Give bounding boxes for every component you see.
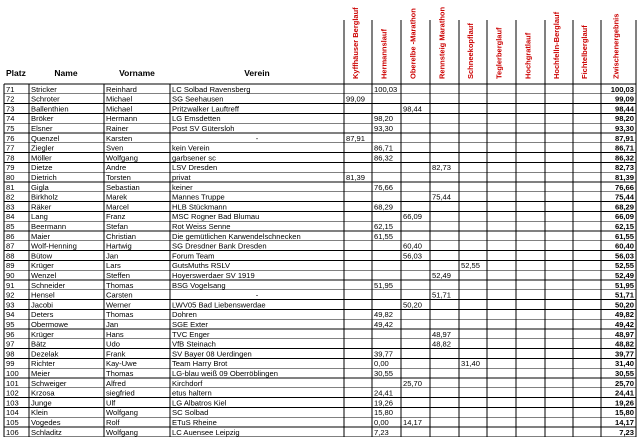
cell-platz: 92 [6, 290, 15, 300]
cell-vorname: Frank [106, 349, 126, 359]
header-race-2: Hermannslauf [379, 28, 389, 79]
table-row [6, 349, 634, 358]
cell-total: 61,55 [614, 231, 634, 241]
cell-total: 68,29 [614, 202, 634, 212]
cell-vorname: Reinhard [106, 84, 137, 94]
cell-name: Dietze [31, 163, 53, 173]
cell-total: 100,03 [610, 84, 634, 94]
table-row [6, 398, 634, 407]
cell-vorname: Andre [106, 163, 127, 173]
header-race-6: Teglerberglauf [494, 27, 504, 79]
cell-verein: MSC Rogner Bad Blumau [172, 212, 260, 222]
cell-total: 98,20 [614, 114, 634, 124]
cell-verein: Mannes Truppe [172, 192, 225, 202]
table-row [6, 173, 634, 182]
cell-platz: 78 [6, 153, 15, 163]
cell-name: Obermowe [31, 320, 69, 329]
header-race-7: Hochgratlauf [523, 32, 533, 79]
cell-platz: 79 [6, 163, 15, 173]
cell-name: Elsner [31, 124, 53, 133]
cell-total: 50,20 [614, 300, 634, 310]
cell-platz: 105 [6, 418, 19, 427]
table-row [6, 202, 634, 211]
cell-verein: Forum Team [172, 251, 215, 261]
table-row [6, 95, 634, 104]
cell-platz: 77 [6, 143, 15, 153]
cell-race-4: 48,82 [432, 339, 452, 349]
table-row [6, 428, 634, 437]
cell-vorname: siegfried [106, 388, 135, 398]
cell-vorname: Thomas [106, 280, 134, 290]
cell-race-3: 66,09 [403, 212, 423, 222]
cell-race-3: 98,44 [403, 104, 423, 114]
table-row [6, 330, 634, 339]
cell-name: Bätz [31, 339, 47, 349]
cell-vorname: Werner [106, 300, 131, 310]
cell-total: 81,39 [614, 173, 634, 182]
cell-race-2: 62,15 [374, 222, 394, 231]
cell-name: Schladitz [31, 427, 62, 437]
cell-name: Gigla [31, 182, 49, 192]
cell-platz: 75 [6, 124, 15, 133]
header-race-10: Zwischenergebnis [611, 13, 621, 79]
cell-verein: Kirchdorf [172, 378, 203, 388]
cell-total: 24,41 [614, 388, 634, 398]
cell-platz: 71 [6, 84, 15, 94]
table-row [6, 418, 634, 427]
cell-name: Junge [31, 398, 52, 408]
cell-vorname: Carsten [106, 290, 133, 300]
cell-verein: Hoyerswerdaer SV 1919 [172, 271, 255, 280]
cell-verein: BSG Vogelsang [172, 280, 226, 290]
cell-race-4: 52,49 [432, 271, 452, 280]
header-race-9: Fichtelberglauf [580, 25, 589, 79]
cell-vorname: Wolfgang [106, 408, 138, 418]
table-row [6, 85, 634, 94]
cell-total: 87,91 [614, 133, 634, 143]
cell-name: Krüger [31, 329, 54, 339]
cell-platz: 96 [6, 329, 15, 339]
table-row [6, 134, 635, 143]
cell-vorname: Marek [106, 192, 128, 202]
cell-platz: 87 [6, 241, 15, 251]
table-row [6, 153, 634, 162]
cell-vorname: Lars [106, 261, 121, 271]
cell-total: 76,66 [614, 182, 634, 192]
header-name: Name [54, 68, 78, 78]
cell-total: 86,32 [614, 153, 634, 163]
cell-race-2: 30,55 [374, 369, 394, 378]
cell-total: 86,71 [614, 143, 634, 153]
cell-name: Möller [31, 153, 52, 163]
header-race-3: Oberelbe -Marathon [408, 8, 418, 79]
cell-name: Ziegler [31, 143, 55, 153]
cell-platz: 93 [6, 300, 15, 310]
cell-name: Deters [31, 310, 54, 320]
cell-platz: 80 [6, 173, 15, 182]
cell-race-4: 48,97 [432, 329, 452, 339]
cell-race-3: 60,40 [403, 241, 423, 251]
cell-name: Räker [31, 202, 52, 212]
table-row [6, 193, 635, 202]
cell-verein: VfB Steinach [172, 339, 216, 349]
cell-platz: 91 [6, 280, 15, 290]
cell-race-2: 98,20 [374, 114, 394, 124]
cell-vorname: Franz [106, 212, 126, 222]
cell-vorname: Karsten [106, 133, 133, 143]
table-row [6, 340, 634, 349]
cell-platz: 104 [6, 408, 19, 418]
cell-verein: keiner [172, 182, 193, 192]
cell-name: Lang [31, 212, 48, 222]
table-row [6, 369, 635, 378]
cell-total: 39,77 [614, 349, 634, 359]
cell-name: Schweiger [31, 378, 67, 388]
cell-vorname: Thomas [106, 369, 134, 378]
cell-race-3: 56,03 [403, 251, 423, 261]
cell-verein: LSV Dresden [172, 163, 218, 173]
cell-total: 60,40 [614, 241, 634, 251]
cell-race-5: 52,55 [461, 261, 481, 271]
cell-race-2: 0,00 [374, 359, 389, 369]
cell-platz: 103 [6, 398, 19, 408]
cell-name: Wenzel [31, 271, 57, 280]
cell-total: 48,82 [614, 339, 634, 349]
header-race-1: Kyffhäuser Berglauf [351, 7, 360, 79]
cell-race-2: 51,95 [374, 280, 394, 290]
cell-platz: 97 [6, 339, 15, 349]
cell-vorname: Udo [106, 339, 120, 349]
header-race-5: Schneekopflauf [466, 23, 475, 79]
cell-total: 52,55 [614, 261, 634, 271]
cell-race-2: 49,42 [374, 320, 394, 329]
table-row [6, 242, 634, 251]
cell-vorname: Michael [106, 94, 133, 104]
cell-name: Bröker [31, 114, 54, 124]
cell-platz: 89 [6, 261, 15, 271]
cell-name: Stricker [31, 84, 57, 94]
cell-verein: - [255, 290, 259, 300]
cell-platz: 99 [6, 359, 15, 369]
cell-platz: 88 [6, 251, 15, 261]
cell-verein: SG Seehausen [172, 94, 224, 104]
cell-race-2: 86,71 [374, 143, 394, 153]
cell-name: Meier [31, 369, 50, 378]
cell-verein: privat [172, 173, 191, 182]
cell-verein: Pritzwalker Lauftreff [172, 104, 239, 114]
cell-name: Birkholz [31, 192, 59, 202]
cell-total: 62,15 [614, 222, 634, 231]
cell-verein: LC Auensee Leipzig [172, 427, 240, 437]
cell-race-4: 51,71 [432, 290, 452, 300]
cell-race-2: 93,30 [374, 124, 394, 133]
cell-name: Bütow [31, 251, 53, 261]
table-row [6, 163, 634, 172]
table-row [6, 144, 635, 153]
cell-name: Wolf-Henning [31, 241, 77, 251]
cell-vorname: Alfred [106, 378, 126, 388]
cell-vorname: Michael [106, 104, 133, 114]
header-platz: Platz [6, 68, 26, 78]
cell-name: Vogedes [31, 418, 61, 427]
cell-verein: LWV05 Bad Liebenswerdae [172, 300, 266, 310]
cell-verein: LC Solbad Ravensberg [172, 84, 251, 94]
table-row [6, 183, 634, 192]
cell-verein: Post SV Gütersloh [172, 124, 235, 133]
cell-name: Krüger [31, 261, 54, 271]
cell-race-5: 31,40 [461, 359, 481, 369]
table-row [6, 212, 634, 221]
cell-vorname: Rainer [106, 124, 129, 133]
cell-platz: 102 [6, 388, 19, 398]
cell-verein: etus haltern [172, 388, 212, 398]
cell-race-2: 19,26 [374, 398, 394, 408]
cell-vorname: Steffen [106, 271, 130, 280]
cell-total: 14,17 [614, 418, 634, 427]
cell-total: 15,80 [614, 408, 634, 418]
table-row [6, 124, 634, 133]
cell-verein: ETuS Rheine [172, 418, 217, 427]
cell-verein: SV Bayer 08 Uerdingen [172, 349, 252, 359]
cell-race-4: 75,44 [432, 192, 452, 202]
cell-platz: 72 [6, 94, 15, 104]
cell-verein: LG Emsdetten [172, 114, 221, 124]
cell-total: 93,30 [614, 124, 634, 133]
cell-name: Quenzel [31, 133, 60, 143]
cell-vorname: Torsten [106, 173, 131, 182]
cell-vorname: Marcel [106, 202, 129, 212]
cell-platz: 73 [6, 104, 15, 114]
cell-total: 19,26 [614, 398, 634, 408]
cell-platz: 100 [6, 369, 19, 378]
cell-race-1: 99,09 [346, 94, 366, 104]
cell-total: 48,97 [614, 329, 634, 339]
table-row [6, 114, 634, 123]
cell-vorname: Jan [106, 251, 119, 261]
cell-name: Hensel [31, 290, 55, 300]
cell-verein: TVC Enger [172, 329, 210, 339]
cell-total: 31,40 [614, 359, 634, 369]
table-row [6, 300, 634, 309]
cell-verein: garbsener sc [172, 153, 216, 163]
cell-name: Maier [31, 231, 50, 241]
header-vorname: Vorname [119, 68, 155, 78]
cell-verein: Team Harry Brot [172, 359, 228, 369]
table-row [6, 222, 635, 231]
cell-race-2: 24,41 [374, 388, 394, 398]
table-row [6, 320, 634, 329]
cell-verein: Dohren [172, 310, 197, 320]
header-race-4: Rennsteig Marathon [437, 6, 447, 79]
cell-vorname: Wolfgang [106, 427, 138, 437]
cell-platz: 98 [6, 349, 15, 359]
cell-race-2: 49,82 [374, 310, 394, 320]
cell-name: Beermann [31, 222, 67, 231]
cell-total: 49,42 [614, 320, 634, 329]
cell-vorname: Hartwig [106, 241, 132, 251]
cell-name: Schneider [31, 280, 66, 290]
cell-platz: 81 [6, 182, 15, 192]
table-row [6, 389, 635, 398]
cell-platz: 74 [6, 114, 15, 124]
cell-race-4: 82,73 [432, 163, 452, 173]
cell-race-2: 7,23 [374, 427, 389, 437]
table-row [6, 379, 634, 388]
cell-total: 56,03 [614, 251, 634, 261]
table-row [6, 251, 634, 260]
cell-platz: 94 [6, 310, 15, 320]
table-row [6, 281, 635, 290]
cell-race-2: 86,32 [374, 153, 394, 163]
table-row [6, 261, 635, 270]
table-row [6, 408, 634, 417]
cell-total: 51,95 [614, 280, 634, 290]
table-row [6, 232, 635, 241]
table-row [6, 310, 634, 319]
cell-vorname: Hans [106, 329, 124, 339]
cell-verein: HLB Stückmann [172, 202, 227, 212]
cell-vorname: Jan [106, 320, 119, 329]
cell-vorname: Kay-Uwe [106, 359, 137, 369]
cell-race-3: 14,17 [403, 418, 423, 427]
table-row [6, 271, 634, 280]
cell-name: Richter [31, 359, 56, 369]
cell-verein: SGE Exter [172, 320, 208, 329]
header-race-8: Hochfelln-Berglauf [552, 11, 561, 79]
cell-name: Dietrich [31, 173, 57, 182]
cell-vorname: Thomas [106, 310, 134, 320]
cell-total: 82,73 [614, 163, 634, 173]
cell-race-2: 15,80 [374, 408, 394, 418]
cell-vorname: Sebastian [106, 182, 140, 192]
cell-total: 52,49 [614, 271, 634, 280]
table-row [6, 291, 635, 300]
cell-name: Klein [31, 408, 48, 418]
cell-total: 75,44 [614, 192, 634, 202]
cell-vorname: Wolfgang [106, 153, 138, 163]
cell-verein: GutsMuths RSLV [172, 261, 231, 271]
cell-total: 51,71 [614, 290, 634, 300]
cell-verein: kein Verein [172, 143, 210, 153]
cell-name: Jacobi [31, 300, 53, 310]
cell-race-2: 0,00 [374, 418, 389, 427]
cell-race-1: 87,91 [346, 133, 366, 143]
cell-verein: Die gemütlichen Karwendelschnecken [172, 231, 301, 241]
cell-verein: - [255, 133, 259, 143]
cell-platz: 84 [6, 212, 15, 222]
cell-vorname: Sven [106, 143, 124, 153]
cell-race-2: 39,77 [374, 349, 394, 359]
cell-vorname: Stefan [106, 222, 128, 231]
grid-lines [4, 20, 636, 437]
header-verein: Verein [244, 68, 270, 78]
cell-name: Krzosa [31, 388, 55, 398]
cell-race-3: 25,70 [403, 378, 423, 388]
cell-platz: 90 [6, 271, 15, 280]
cell-vorname: Rolf [106, 418, 120, 427]
cell-total: 7,23 [619, 427, 634, 437]
cell-vorname: Ulf [106, 398, 116, 408]
cell-platz: 85 [6, 222, 15, 231]
cell-platz: 95 [6, 320, 15, 329]
cell-race-1: 81,39 [346, 173, 366, 182]
cell-verein: SG Dresdner Bank Dresden [172, 241, 267, 251]
cell-race-3: 50,20 [403, 300, 423, 310]
cell-race-2: 68,29 [374, 202, 394, 212]
cell-total: 66,09 [614, 212, 634, 222]
table-row [6, 104, 635, 113]
cell-race-2: 61,55 [374, 231, 394, 241]
cell-total: 99,09 [614, 94, 634, 104]
cell-race-2: 100,03 [374, 84, 398, 94]
cell-verein: Rot Weiss Senne [172, 222, 231, 231]
cell-verein: LG Albatros Kiel [172, 398, 227, 408]
cell-platz: 101 [6, 378, 19, 388]
table-row [6, 359, 634, 368]
cell-name: Schroter [31, 94, 60, 104]
cell-platz: 86 [6, 231, 15, 241]
cell-name: Dezelak [31, 349, 59, 359]
cell-verein: LG-blau weiß 09 Oberröblingen [172, 369, 278, 378]
cell-vorname: Christian [106, 231, 136, 241]
cell-platz: 76 [6, 133, 15, 143]
cell-name: Ballenthien [31, 104, 69, 114]
cell-platz: 83 [6, 202, 15, 212]
cell-total: 30,55 [614, 369, 634, 378]
cell-total: 98,44 [614, 104, 634, 114]
cell-platz: 82 [6, 192, 15, 202]
cell-platz: 106 [6, 427, 19, 437]
cell-race-2: 76,66 [374, 182, 394, 192]
cell-vorname: Hermann [106, 114, 138, 124]
cell-total: 49,82 [614, 310, 634, 320]
cell-verein: SC Solbad [172, 408, 209, 418]
cell-total: 25,70 [614, 378, 634, 388]
